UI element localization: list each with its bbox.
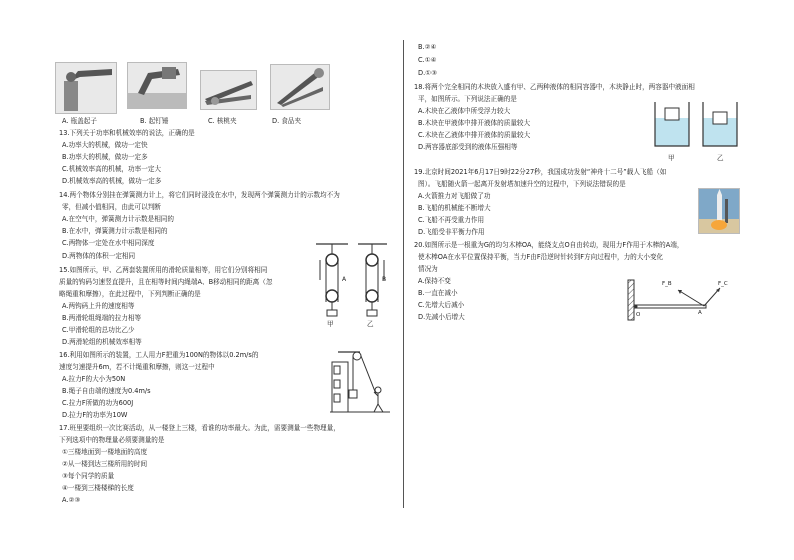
nutcracker-photo <box>200 70 257 110</box>
q20-stem-line3: 情况为 <box>418 265 438 273</box>
q20-option-a: A.保持不变 <box>418 277 451 285</box>
q17-stem-line2: 下列选项中的物理量必须要测量的是 <box>59 436 165 444</box>
q15-option-d: D.两滑轮组的机械效率相等 <box>62 338 142 346</box>
q18-stem-line2: 平，如图所示。下列说法正确的是 <box>418 95 517 103</box>
hoist-diagram <box>330 346 390 416</box>
q12-option-c: C. 核桃夹 <box>208 117 237 125</box>
q20-option-d: D.先减小后增大 <box>418 313 465 321</box>
q19-option-a: A.火箭推力对飞船做了功 <box>418 192 491 200</box>
column-divider <box>403 40 404 508</box>
lever-label-fc: F_C <box>718 281 728 287</box>
q15-stem-line3: 略绳重和摩擦），在此过程中，下列判断正确的是 <box>59 290 201 298</box>
rocket-drawing <box>699 189 739 233</box>
q17-item-3: ③每个同学的质量 <box>62 472 115 480</box>
container-label-yi: 乙 <box>717 154 724 162</box>
hoist-figure <box>330 346 390 416</box>
q14-option-c: C.两物体一定处在水中相同深度 <box>62 239 155 247</box>
q14-stem-line1: 14.两个物体分别挂在弹簧测力计上，将它们同时浸没在水中，发现两个弹簧测力计的示数均不为 <box>59 191 340 199</box>
q16-option-d: D.拉力F的功率为10W <box>62 411 128 419</box>
q18-option-a: A.木块在乙液体中所受浮力较大 <box>418 107 511 115</box>
q14-option-b: B.在水中，弹簧测力计示数是相同的 <box>62 227 168 235</box>
q20-option-c: C.先增大后减小 <box>418 301 465 309</box>
q16-option-b: B.绳子自由端的速度为0.4m/s <box>62 387 151 395</box>
container-label-jia: 甲 <box>668 154 675 162</box>
q18-option-c: C.木块在乙液体中排开液体的质量较大 <box>418 131 531 139</box>
rocket-launch-photo <box>698 188 740 234</box>
q18-option-d: D.两容器底部受到的液体压强相等 <box>418 143 518 151</box>
q15-option-c: C.甲滑轮组的总功比乙少 <box>62 326 135 334</box>
claw-hammer-drawing <box>128 63 186 108</box>
q13-option-c: C.机械效率高的机械，功率一定大 <box>62 165 162 173</box>
pulley-label-b: B <box>382 276 387 283</box>
lever-label-o: O <box>636 312 641 318</box>
q15-option-a: A.两钩码上升的速度相等 <box>62 302 135 310</box>
q18-stem-line1: 18.将两个完全相同的木块放入盛有甲、乙两种液体的相同容器中，木块静止时，两容器中液面相 <box>414 83 695 91</box>
pulley-figure <box>314 240 389 330</box>
pulley-diagram <box>314 240 389 330</box>
lever-label-a: A <box>698 310 702 316</box>
claw-hammer-photo <box>127 62 187 109</box>
containers-figure <box>645 96 745 166</box>
lever-figure <box>624 270 744 325</box>
q20-stem-line2: 使木棒OA在水平位置保持平衡，当力F由F沿逆时针转到F方向过程中，力的大小变化 <box>418 253 664 261</box>
q19-option-c: C.飞船不再受重力作用 <box>418 216 485 224</box>
q14-stem-line2: 零，但减小值相同，由此可以判断 <box>62 203 161 211</box>
lever-diagram <box>624 270 744 325</box>
bottle-opener-drawing <box>56 63 116 113</box>
q19-stem-line2: 图）。飞船随火箭一起离开发射塔加速升空的过程中，下列说法错误的是 <box>418 180 626 188</box>
q19-stem-line1: 19.北京时间2021年6月17日9时22分27秒，我国成功发射“神舟十二号”载人飞船（如 <box>414 168 667 176</box>
nutcracker-drawing <box>201 71 256 109</box>
q17-option-c: C.①④ <box>418 56 437 64</box>
q12-option-b: B. 起钉锤 <box>140 117 169 125</box>
q13-stem: 13.下列关于功率和机械效率的说法，正确的是 <box>59 129 195 137</box>
q19-option-d: D.飞船受非平衡力作用 <box>418 228 485 236</box>
q17-option-d: D.①③ <box>418 69 437 77</box>
food-tongs-photo <box>270 64 330 110</box>
q17-option-b: B.②④ <box>418 43 437 51</box>
q15-stem-line2: 质量的钩码匀速竖直提升，且在相等时间内绳端A、B移动相同的距离（忽 <box>59 278 273 286</box>
q20-stem-line1: 20.如图所示是一根重为G的均匀木棒OA，能绕支点O自由转动，现用力F作用于木棒的A端， <box>414 241 684 249</box>
pulley-label-yi: 乙 <box>367 320 374 328</box>
q16-stem-line2: 速度匀速提升6m，若不计绳重和摩擦，则这一过程中 <box>59 363 215 371</box>
q12-option-a: A. 瓶盖起子 <box>62 117 97 125</box>
q17-item-2: ②从一楼到达三楼所用的时间 <box>62 460 148 468</box>
q19-option-b: B.飞船的机械能不断增大 <box>418 204 491 212</box>
q16-stem-line1: 16.利用如图所示的装置，工人用力F把重为100N的物体以0.2m/s的 <box>59 351 259 359</box>
q16-option-a: A.拉力F的大小为50N <box>62 375 126 383</box>
q15-option-b: B.两滑轮组绳端的拉力相等 <box>62 314 142 322</box>
q14-option-a: A.在空气中，弹簧测力计示数是相同的 <box>62 215 174 223</box>
q15-stem-line1: 15.如图所示，甲、乙两套装置所用的滑轮质量相等，用它们分别将相同 <box>59 266 268 274</box>
q14-option-d: D.两物体的体积一定相同 <box>62 252 136 260</box>
q17-item-4: ④一楼到三楼楼梯的长度 <box>62 484 134 492</box>
q20-option-b: B.一直在减小 <box>418 289 458 297</box>
food-tongs-drawing <box>271 65 329 109</box>
q18-option-b: B.木块在甲液体中排开液体的质量较大 <box>418 119 531 127</box>
q12-option-d: D. 食品夹 <box>272 117 302 125</box>
q13-option-d: D.机械效率高的机械，做功一定多 <box>62 177 162 185</box>
bottle-opener-photo <box>55 62 117 114</box>
q17-item-1: ①三楼地面到一楼地面的高度 <box>62 448 148 456</box>
pulley-label-a: A <box>342 276 347 283</box>
q16-option-c: C.拉力F所做的功为600J <box>62 399 134 407</box>
lever-label-fb: F_B <box>662 281 672 287</box>
q13-option-b: B.功率大的机械，做功一定多 <box>62 153 148 161</box>
q17-option-a: A.②③ <box>62 496 81 504</box>
pulley-label-jia: 甲 <box>327 320 334 328</box>
q13-option-a: A.功率大的机械，做功一定快 <box>62 141 148 149</box>
q17-stem-line1: 17.班里要组织一次比赛活动，从一楼登上三楼，看谁的功率最大。为此，需要测量一些物理量， <box>59 424 340 432</box>
containers-diagram <box>645 96 745 156</box>
